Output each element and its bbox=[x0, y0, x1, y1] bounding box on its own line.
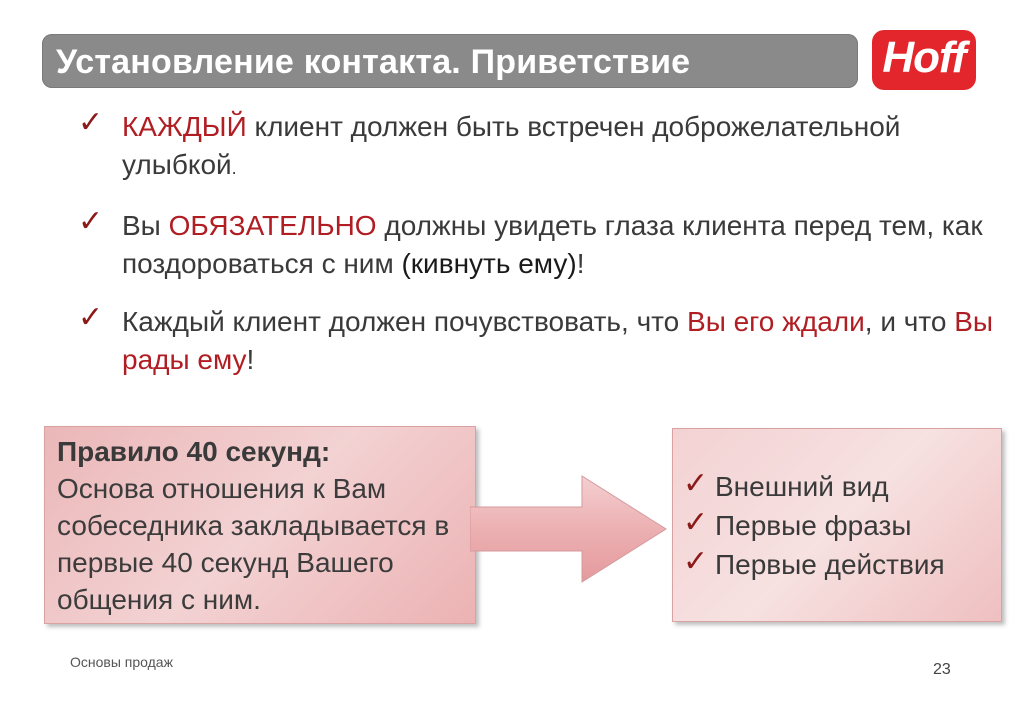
rule-box bbox=[44, 426, 476, 624]
check-mark-icon: ✓ bbox=[78, 106, 104, 139]
bullet-1-period: . bbox=[231, 158, 237, 178]
bullet-item-3 bbox=[78, 303, 998, 379]
page-title: Установление контакта. Приветствие bbox=[56, 43, 691, 81]
check-mark-icon: ✓ bbox=[78, 205, 104, 238]
bullet-item-2 bbox=[78, 207, 998, 283]
key-factors-box bbox=[672, 428, 1002, 622]
bullet-3-emphasis-b: Вы рады ему bbox=[122, 306, 994, 375]
footer-text: Основы продаж bbox=[70, 654, 173, 670]
bullet-2-parenthetical: (кивнуть ему) bbox=[401, 248, 577, 279]
bullet-3-emphasis-a: Вы его ждали bbox=[687, 306, 865, 337]
check-mark-icon: ✓ bbox=[78, 301, 104, 334]
bullet-2-exclaim: ! bbox=[576, 248, 585, 279]
rule-heading: Правило 40 секунд: bbox=[57, 436, 331, 467]
bullet-2-text-a: Вы bbox=[122, 210, 169, 241]
check-mark-icon: ✓ bbox=[683, 545, 709, 578]
rule-text bbox=[57, 433, 477, 618]
bullet-1-text: клиент должен быть встречен доброжелательной улыбкой bbox=[122, 111, 901, 180]
bullet-item-1 bbox=[78, 108, 998, 187]
check-mark-icon: ✓ bbox=[683, 506, 709, 539]
bullet-list bbox=[78, 108, 998, 379]
rule-body: Основа отношения к Вам собеседника закладывается в первые 40 секунд Вашего общения с ним. bbox=[57, 473, 450, 615]
check-mark-icon: ✓ bbox=[683, 467, 709, 500]
bullet-3-text-b: , и что bbox=[864, 306, 955, 337]
list-item bbox=[683, 545, 945, 584]
hoff-logo bbox=[872, 30, 976, 90]
bullet-2-emphasis: ОБЯЗАТЕЛЬНО bbox=[168, 210, 377, 241]
logo-text: Hoff bbox=[882, 33, 966, 82]
bullet-1-emphasis: КАЖДЫЙ bbox=[122, 111, 247, 142]
list-item-label: Первые фразы bbox=[715, 510, 912, 541]
page-number: 23 bbox=[933, 661, 951, 678]
list-item bbox=[683, 506, 945, 545]
list-item bbox=[683, 467, 945, 506]
list-item-label: Первые действия bbox=[715, 549, 945, 580]
list-item-label: Внешний вид bbox=[715, 471, 889, 502]
title-bar bbox=[42, 34, 858, 88]
bullet-2-text-b: должны увидеть глаза клиента перед тем, как поздороваться с ним bbox=[122, 210, 983, 279]
bullet-3-text-a: Каждый клиент должен почувствовать, что bbox=[122, 306, 688, 337]
key-factors-list bbox=[683, 467, 945, 584]
right-arrow-icon bbox=[470, 474, 670, 584]
bullet-3-exclaim: ! bbox=[246, 344, 255, 375]
